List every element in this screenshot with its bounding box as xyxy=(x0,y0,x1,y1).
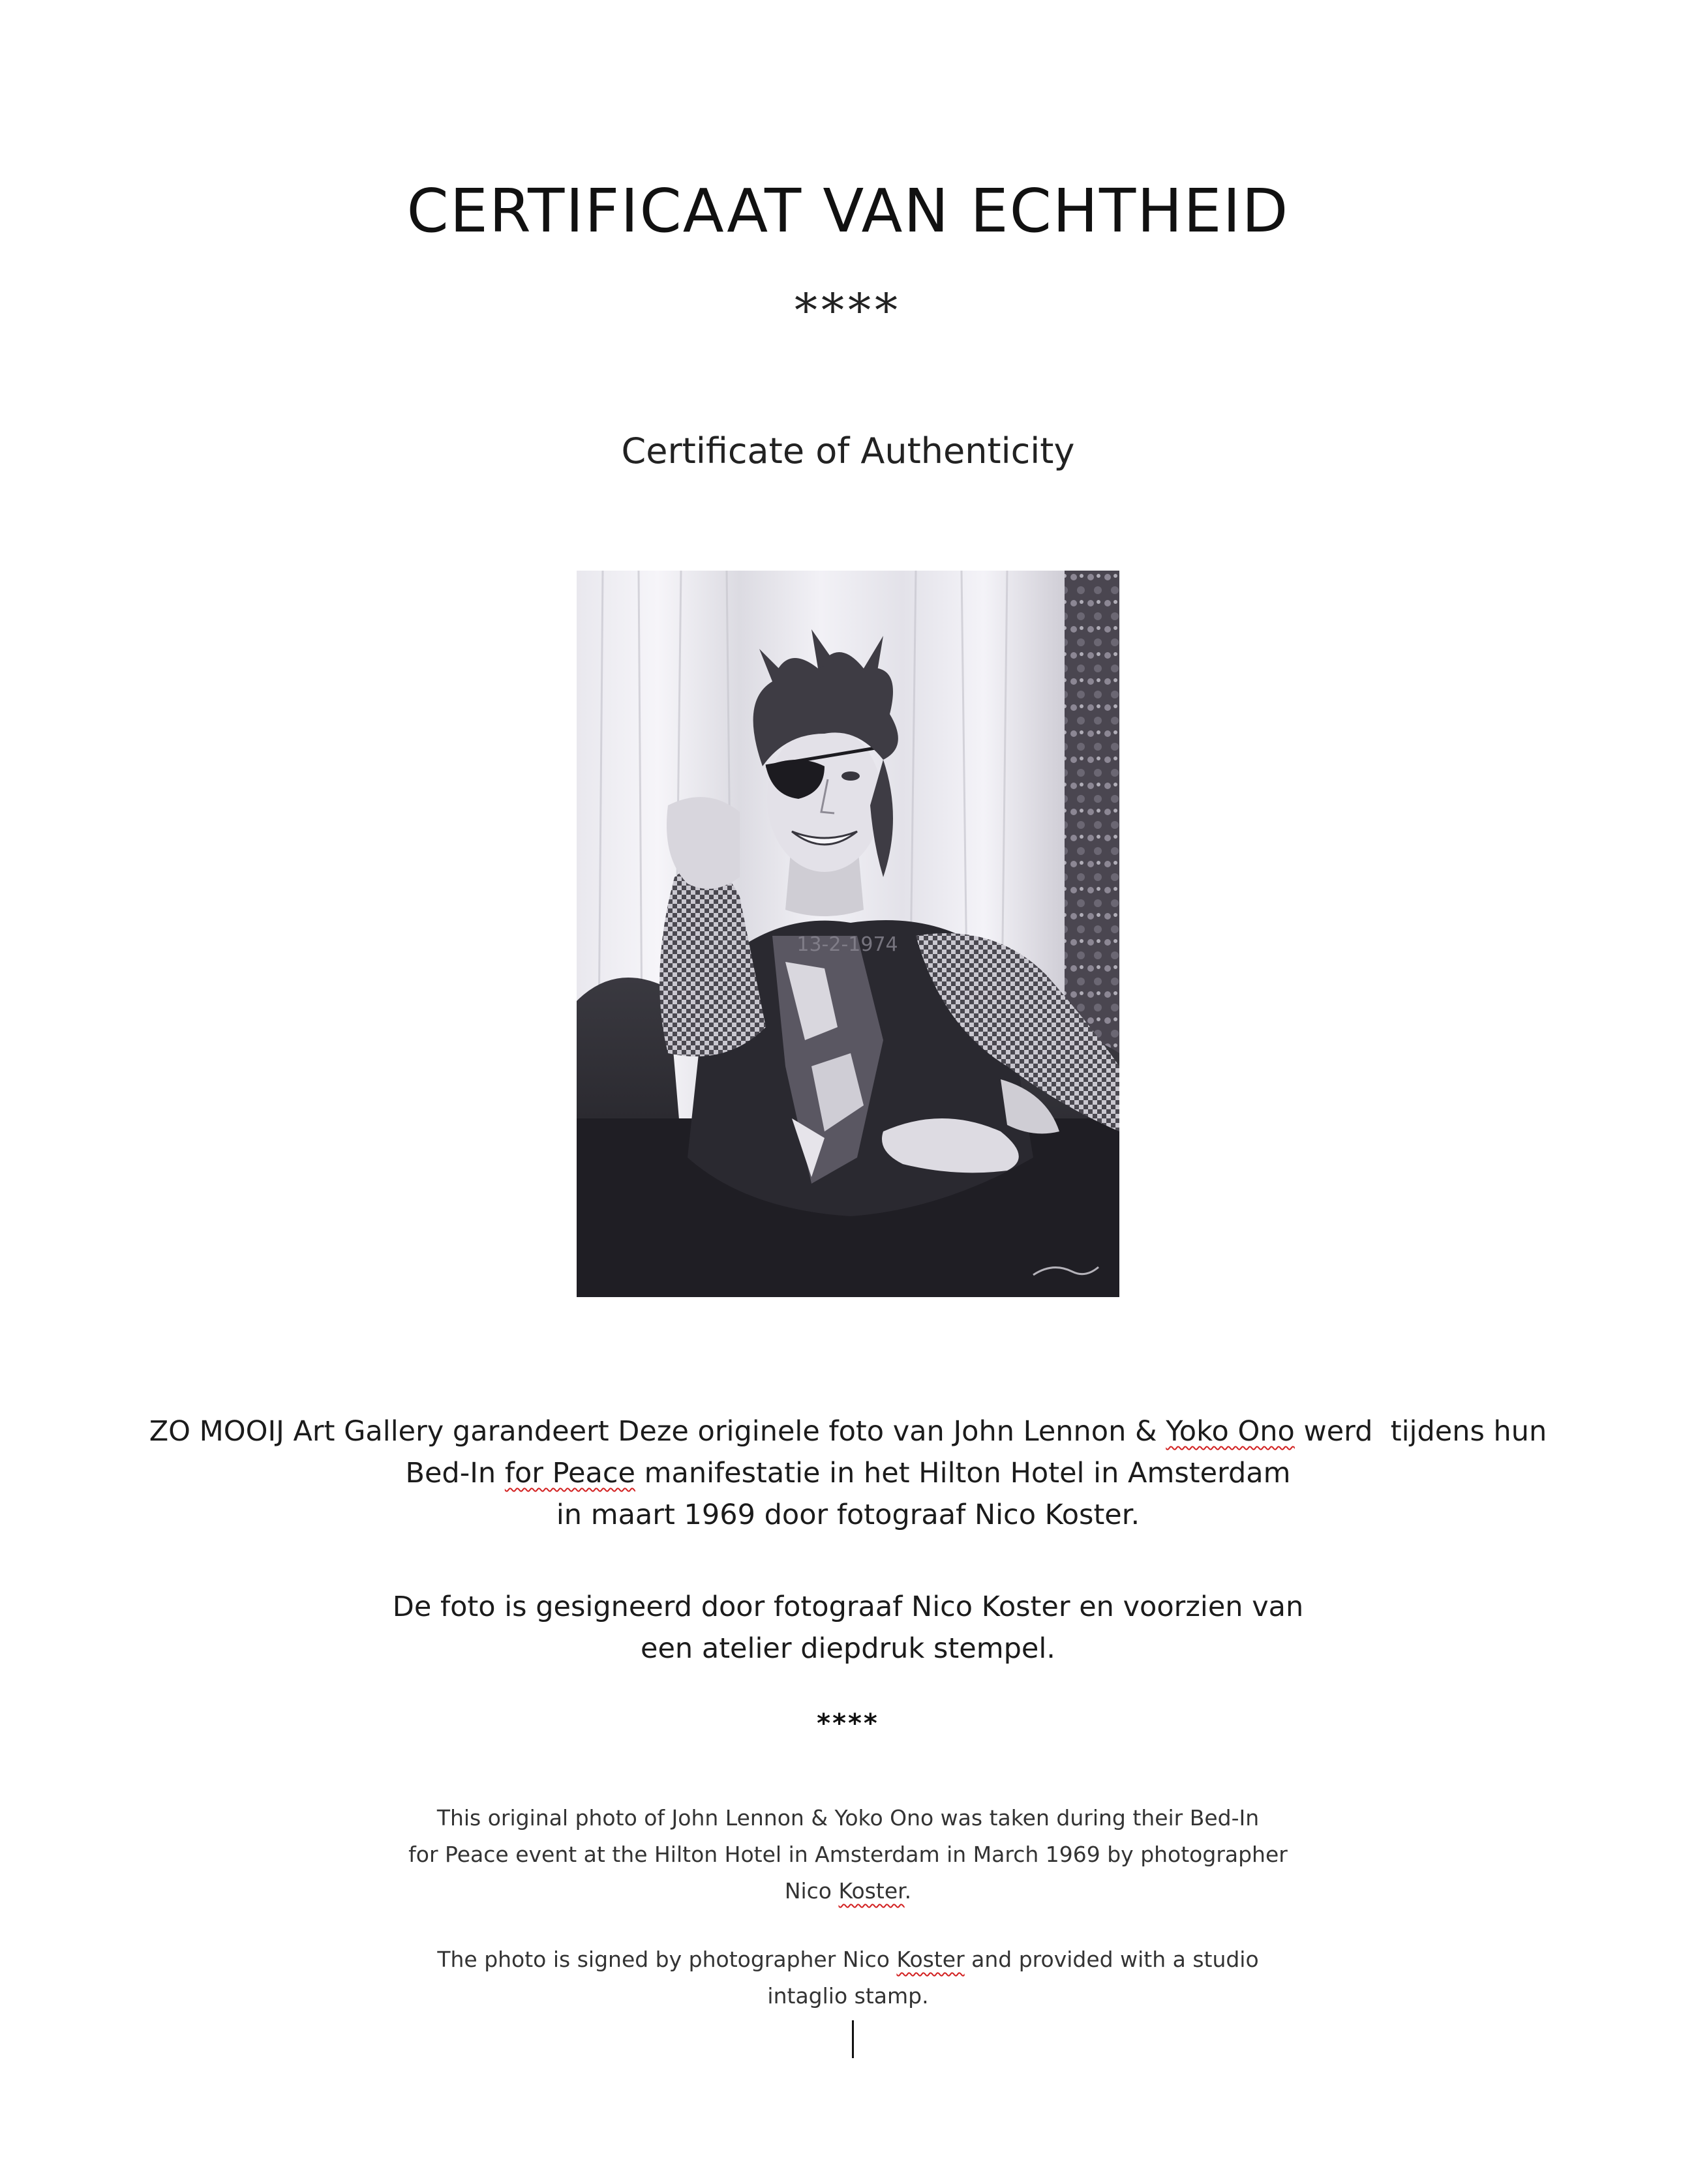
english-paragraph-1-line-2: for Peace event at the Hilton Hotel in Amsterdam in March 1969 by photographer xyxy=(408,1842,1288,1867)
english-paragraph-2 xyxy=(0,1941,1696,2014)
english-paragraph-2-line-2: intaglio stamp. xyxy=(767,1983,929,2009)
section-separator-stars: **** xyxy=(817,1709,879,1739)
page-title: CERTIFICAAT VAN ECHTHEID xyxy=(406,176,1290,246)
dutch-paragraph-1-line-2 xyxy=(0,1452,1696,1494)
dutch-paragraph-2-line-2: een atelier diepdruk stempel. xyxy=(641,1632,1055,1665)
english-paragraph-1-line-1: This original photo of John Lennon & Yoko Ono was taken during their Bed-In xyxy=(436,1805,1260,1831)
text-cursor[interactable] xyxy=(852,2020,854,2058)
photo-date-watermark: 13-2-1974 xyxy=(796,933,898,956)
text-span: werd tijdens hun xyxy=(1294,1415,1547,1448)
portrait-photo xyxy=(577,571,1119,1297)
dutch-paragraph-1-line-3: in maart 1969 door fotograaf Nico Koster. xyxy=(556,1499,1140,1531)
dutch-paragraph-2-line-1: De foto is gesigneerd door fotograaf Nico Koster en voorzien van xyxy=(392,1591,1304,1623)
spellcheck-flag: for Peace xyxy=(504,1457,635,1489)
dutch-paragraph-2 xyxy=(0,1586,1696,1669)
english-paragraph-1 xyxy=(0,1800,1696,1909)
text-span: and provided with a studio xyxy=(964,1947,1259,1972)
title-separator-stars: **** xyxy=(795,284,901,337)
page-subtitle: Certificate of Authenticity xyxy=(621,430,1075,471)
spellcheck-flag: Koster xyxy=(896,1947,965,1972)
text-span: The photo is signed by photographer Nico xyxy=(437,1947,897,1972)
text-span: manifestatie in het Hilton Hotel in Amsterdam xyxy=(635,1457,1291,1489)
text-span: . xyxy=(904,1878,912,1904)
spellcheck-flag: Yoko Ono xyxy=(1166,1415,1295,1448)
text-span: Nico xyxy=(784,1878,839,1904)
text-span: ZO MOOIJ Art Gallery garandeert Deze originele foto van John Lennon & xyxy=(149,1415,1166,1448)
dutch-paragraph-1 xyxy=(0,1411,1696,1536)
spellcheck-flag: Koster xyxy=(838,1878,905,1904)
text-span: Bed-In xyxy=(405,1457,505,1489)
english-paragraph-1-line-3 xyxy=(0,1873,1696,1909)
dutch-paragraph-1-line-1 xyxy=(0,1411,1696,1452)
english-paragraph-2-line-1 xyxy=(0,1941,1696,1978)
